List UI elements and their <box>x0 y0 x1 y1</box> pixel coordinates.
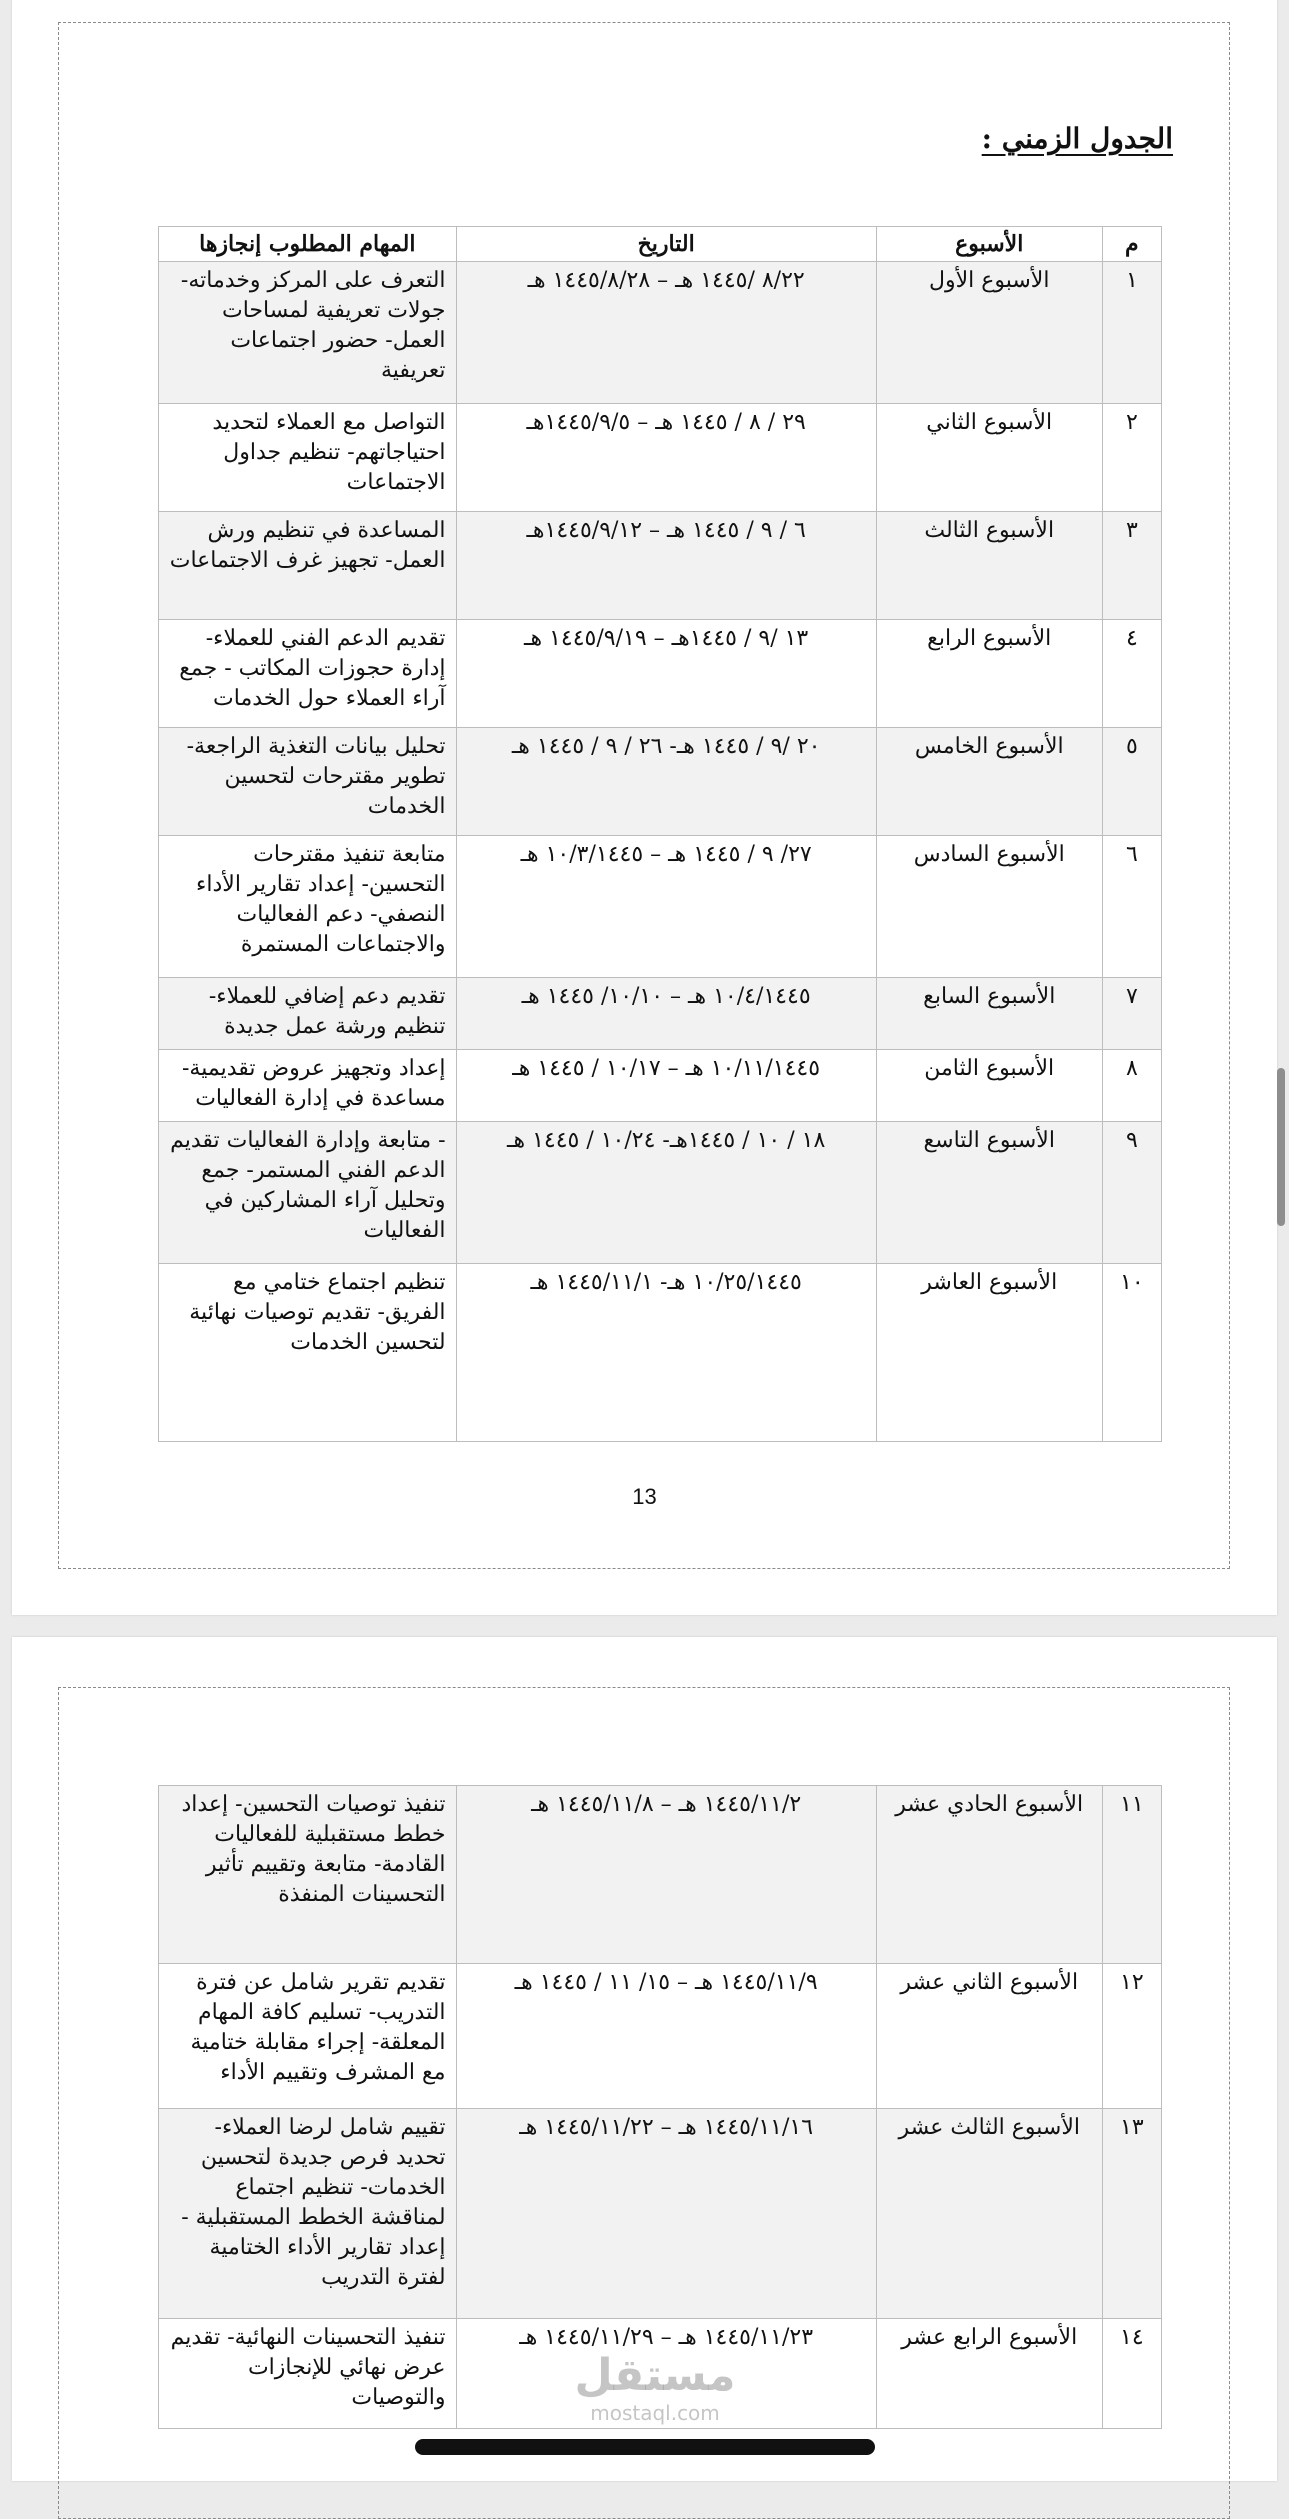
row-tasks: تحليل بيانات التغذية الراجعة- تطوير مقترحات لتحسين الخدمات <box>159 728 457 836</box>
row-date: ١٤٤٥/١١/١٦ هـ – ١٤٤٥/١١/٢٢ هـ <box>456 2109 876 2319</box>
row-week: الأسبوع الأول <box>876 262 1102 404</box>
table-row <box>159 1050 1162 1122</box>
row-week: الأسبوع الخامس <box>876 728 1102 836</box>
watermark-arabic: مستقل <box>574 2350 736 2401</box>
row-tasks: إعداد وتجهيز عروض تقديمية- مساعدة في إدارة الفعاليات <box>159 1050 457 1122</box>
table-row <box>159 404 1162 512</box>
row-date: ٢٧/ ٩ / ١٤٤٥ هـ – ١٠/٣/١٤٤٥ هـ <box>456 836 876 978</box>
row-num: ٨ <box>1102 1050 1161 1122</box>
row-tasks: تنفيذ توصيات التحسين- إعداد خطط مستقبلية للفعاليات القادمة- متابعة وتقييم تأثير التحسينات المنفذة <box>159 1786 457 1964</box>
row-num: ١٢ <box>1102 1964 1161 2109</box>
row-date: ٢٠ /٩ / ١٤٤٥ هـ- ٢٦ / ٩ / ١٤٤٥ هـ <box>456 728 876 836</box>
row-num: ١٤ <box>1102 2319 1161 2429</box>
header-num: م <box>1102 227 1161 262</box>
row-num: ١ <box>1102 262 1161 404</box>
table-row <box>159 2109 1162 2319</box>
table-row <box>159 262 1162 404</box>
row-num: ١٣ <box>1102 2109 1161 2319</box>
row-week: الأسبوع الثالث عشر <box>876 2109 1102 2319</box>
row-week: الأسبوع الثامن <box>876 1050 1102 1122</box>
table-row <box>159 1786 1162 1964</box>
schedule-table-part-1 <box>158 226 1162 1442</box>
row-week: الأسبوع الرابع عشر <box>876 2319 1102 2429</box>
page-number: 13 <box>632 1484 657 1509</box>
row-num: ٢ <box>1102 404 1161 512</box>
row-week: الأسبوع التاسع <box>876 1122 1102 1264</box>
row-tasks: التواصل مع العملاء لتحديد احتياجاتهم- تنظيم جداول الاجتماعات <box>159 404 457 512</box>
row-tasks: تقديم تقرير شامل عن فترة التدريب- تسليم كافة المهام المعلقة- إجراء مقابلة ختامية مع المشرف وتقييم الأداء <box>159 1964 457 2109</box>
row-date: ١٠/٤/١٤٤٥ هـ – ١٠/١٠/ ١٤٤٥ هـ <box>456 978 876 1050</box>
row-week: الأسبوع السادس <box>876 836 1102 978</box>
row-date: ٢٩ / ٨ / ١٤٤٥ هـ – ١٤٤٥/٩/٥هـ <box>456 404 876 512</box>
row-date: ١٤٤٥/١١/٢٣ هـ – ١٤٤٥/١١/٢٩ هـ <box>456 2319 876 2429</box>
table-row <box>159 620 1162 728</box>
row-date: ١٠/٢٥/١٤٤٥ هـ- ١٤٤٥/١١/١ هـ <box>456 1264 876 1442</box>
table-row <box>159 1964 1162 2109</box>
row-tasks: متابعة تنفيذ مقترحات التحسين- إعداد تقارير الأداء النصفي- دعم الفعاليات والاجتماعات المستمرة <box>159 836 457 978</box>
table-row <box>159 1264 1162 1442</box>
watermark-logo <box>560 2350 750 2424</box>
schedule-table-part-2 <box>158 1785 1162 2429</box>
home-indicator[interactable] <box>415 2439 875 2455</box>
row-date: ١٨ / ١٠ / ١٤٤٥هـ- ١٠/٢٤ / ١٤٤٥ هـ <box>456 1122 876 1264</box>
header-week: الأسبوع <box>876 227 1102 262</box>
header-tasks: المهام المطلوب إنجازها <box>159 227 457 262</box>
header-date: التاريخ <box>456 227 876 262</box>
row-num: ٧ <box>1102 978 1161 1050</box>
row-date: ٨/٢٢ /١٤٤٥ هـ – ١٤٤٥/٨/٢٨ هـ <box>456 262 876 404</box>
row-tasks: تقديم الدعم الفني للعملاء- إدارة حجوزات المكاتب - جمع آراء العملاء حول الخدمات <box>159 620 457 728</box>
watermark-latin: mostaql.com <box>590 2401 720 2425</box>
row-week: الأسبوع الثاني <box>876 404 1102 512</box>
row-date: ١٤٤٥/١١/٢ هـ – ١٤٤٥/١١/٨ هـ <box>456 1786 876 1964</box>
row-num: ٤ <box>1102 620 1161 728</box>
table-row <box>159 728 1162 836</box>
row-tasks: المساعدة في تنظيم ورش العمل- تجهيز غرف الاجتماعات <box>159 512 457 620</box>
row-num: ٦ <box>1102 836 1161 978</box>
row-week: الأسبوع الثاني عشر <box>876 1964 1102 2109</box>
row-week: الأسبوع الرابع <box>876 620 1102 728</box>
row-num: ١٠ <box>1102 1264 1161 1442</box>
row-num: ١١ <box>1102 1786 1161 1964</box>
scrollbar-thumb[interactable] <box>1277 1068 1285 1226</box>
row-week: الأسبوع العاشر <box>876 1264 1102 1442</box>
table-row <box>159 978 1162 1050</box>
row-date: ١٤٤٥/١١/٩ هـ – ١٥/ ١١ / ١٤٤٥ هـ <box>456 1964 876 2109</box>
row-tasks: - متابعة وإدارة الفعاليات تقديم الدعم الفني المستمر- جمع وتحليل آراء المشاركين في الفعاليات <box>159 1122 457 1264</box>
table-row <box>159 836 1162 978</box>
schedule-heading: الجدول الزمني : <box>981 122 1173 155</box>
row-tasks: تقييم شامل لرضا العملاء- تحديد فرص جديدة لتحسين الخدمات- تنظيم اجتماع لمناقشة الخطط المستقبلية - إعداد تقارير الأداء الختامية لفترة التدريب <box>159 2109 457 2319</box>
row-tasks: تقديم دعم إضافي للعملاء- تنظيم ورشة عمل جديدة <box>159 978 457 1050</box>
row-num: ٣ <box>1102 512 1161 620</box>
table-row <box>159 1122 1162 1264</box>
row-week: الأسبوع الثالث <box>876 512 1102 620</box>
row-week: الأسبوع السابع <box>876 978 1102 1050</box>
row-date: ٦ / ٩ / ١٤٤٥ هـ – ١٤٤٥/٩/١٢هـ <box>456 512 876 620</box>
row-date: ١٣ /٩ / ١٤٤٥هـ – ١٤٤٥/٩/١٩ هـ <box>456 620 876 728</box>
row-num: ٩ <box>1102 1122 1161 1264</box>
document-page-1 <box>12 0 1277 1615</box>
table-row <box>159 512 1162 620</box>
table-header-row <box>159 227 1162 262</box>
row-tasks: التعرف على المركز وخدماته- جولات تعريفية لمساحات العمل- حضور اجتماعات تعريفية <box>159 262 457 404</box>
row-num: ٥ <box>1102 728 1161 836</box>
row-week: الأسبوع الحادي عشر <box>876 1786 1102 1964</box>
row-tasks: تنظيم اجتماع ختامي مع الفريق- تقديم توصيات نهائية لتحسين الخدمات <box>159 1264 457 1442</box>
row-date: ١٠/١١/١٤٤٥ هـ – ١٠/١٧ / ١٤٤٥ هـ <box>456 1050 876 1122</box>
row-tasks: تنفيذ التحسينات النهائية- تقديم عرض نهائي للإنجازات والتوصيات <box>159 2319 457 2429</box>
